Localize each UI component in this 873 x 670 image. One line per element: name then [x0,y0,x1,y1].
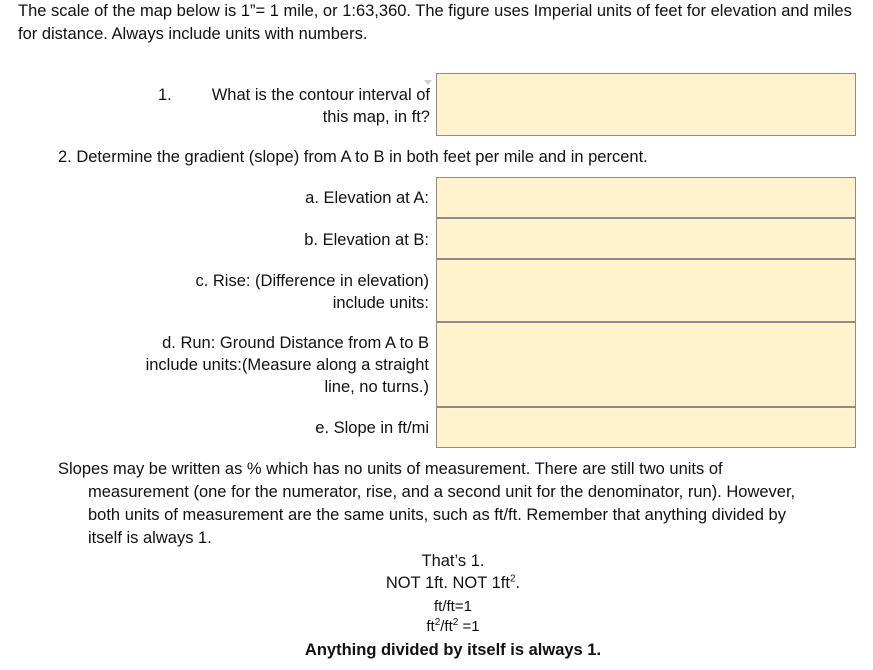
note-ft2-sup1: 2 [434,617,441,628]
label-run-line1: d. Run: Ground Distance from A to B [162,334,429,352]
answer-box-elevation-b[interactable] [436,218,856,259]
label-run-line3: line, no turns.) [324,378,429,396]
question-1-number: 1. [158,86,172,104]
note-ft2-sup2: 2 [452,617,459,628]
label-rise-line1: c. Rise: (Difference in elevation) [195,272,429,290]
answer-box-elevation-a[interactable] [436,177,856,218]
question-1-line1: What is the contour interval of [211,86,430,104]
note-not-1ft-period: . [515,574,521,592]
note-ft2-a: ft [426,618,435,635]
slope-explanation [58,458,818,550]
note-anything-divided: Anything divided by itself is always 1. [304,641,602,659]
note-not-1ft [0,572,873,594]
note-thats-one: That’s 1. [421,552,485,570]
label-elevation-b: b. Elevation at B: [304,231,429,249]
label-slope-ft-mi: e. Slope in ft/mi [315,419,429,437]
note-ft2-b: /ft [440,618,453,635]
label-run-line2: include units:(Measure along a straight [145,356,429,374]
intro-text: The scale of the map below is 1”= 1 mile, or 1:63,360. The figure uses Imperial units of feet for elevation and miles for distance. Always include units with numbers. [18,2,852,43]
answer-box-contour-interval[interactable] [436,73,856,136]
question-1 [158,84,430,128]
answer-box-run[interactable] [436,322,856,407]
question-1-line2: this map, in ft? [322,108,430,126]
answer-box-rise[interactable] [436,259,856,322]
note-ft-over-ft: ft/ft=1 [434,598,472,615]
note-not-1ft-superscript: 2 [509,573,516,585]
answer-box-slope[interactable] [436,407,856,448]
label-elevation-a: a. Elevation at A: [305,189,429,207]
label-run [146,332,429,398]
note-ft2-over-ft2 [0,616,873,638]
label-rise [195,270,429,314]
slope-explanation-first-line: Slopes may be written as % which has no units of measurement. There are still two units of [58,460,723,478]
slope-explanation-continuation: measurement (one for the numerator, rise, and a second unit for the denominator, run). However, both units of measurement are the same units, such as ft/ft. Remember that anything divided by itself is always 1. [88,483,796,547]
note-ft2-c: =1 [458,618,480,635]
question-2: 2. Determine the gradient (slope) from A to B in both feet per mile and in percent. [58,148,648,166]
note-not-1ft-text: NOT 1ft. NOT 1ft [385,574,510,592]
dropdown-marker-icon [424,80,432,85]
label-rise-line2: include units: [332,294,429,312]
